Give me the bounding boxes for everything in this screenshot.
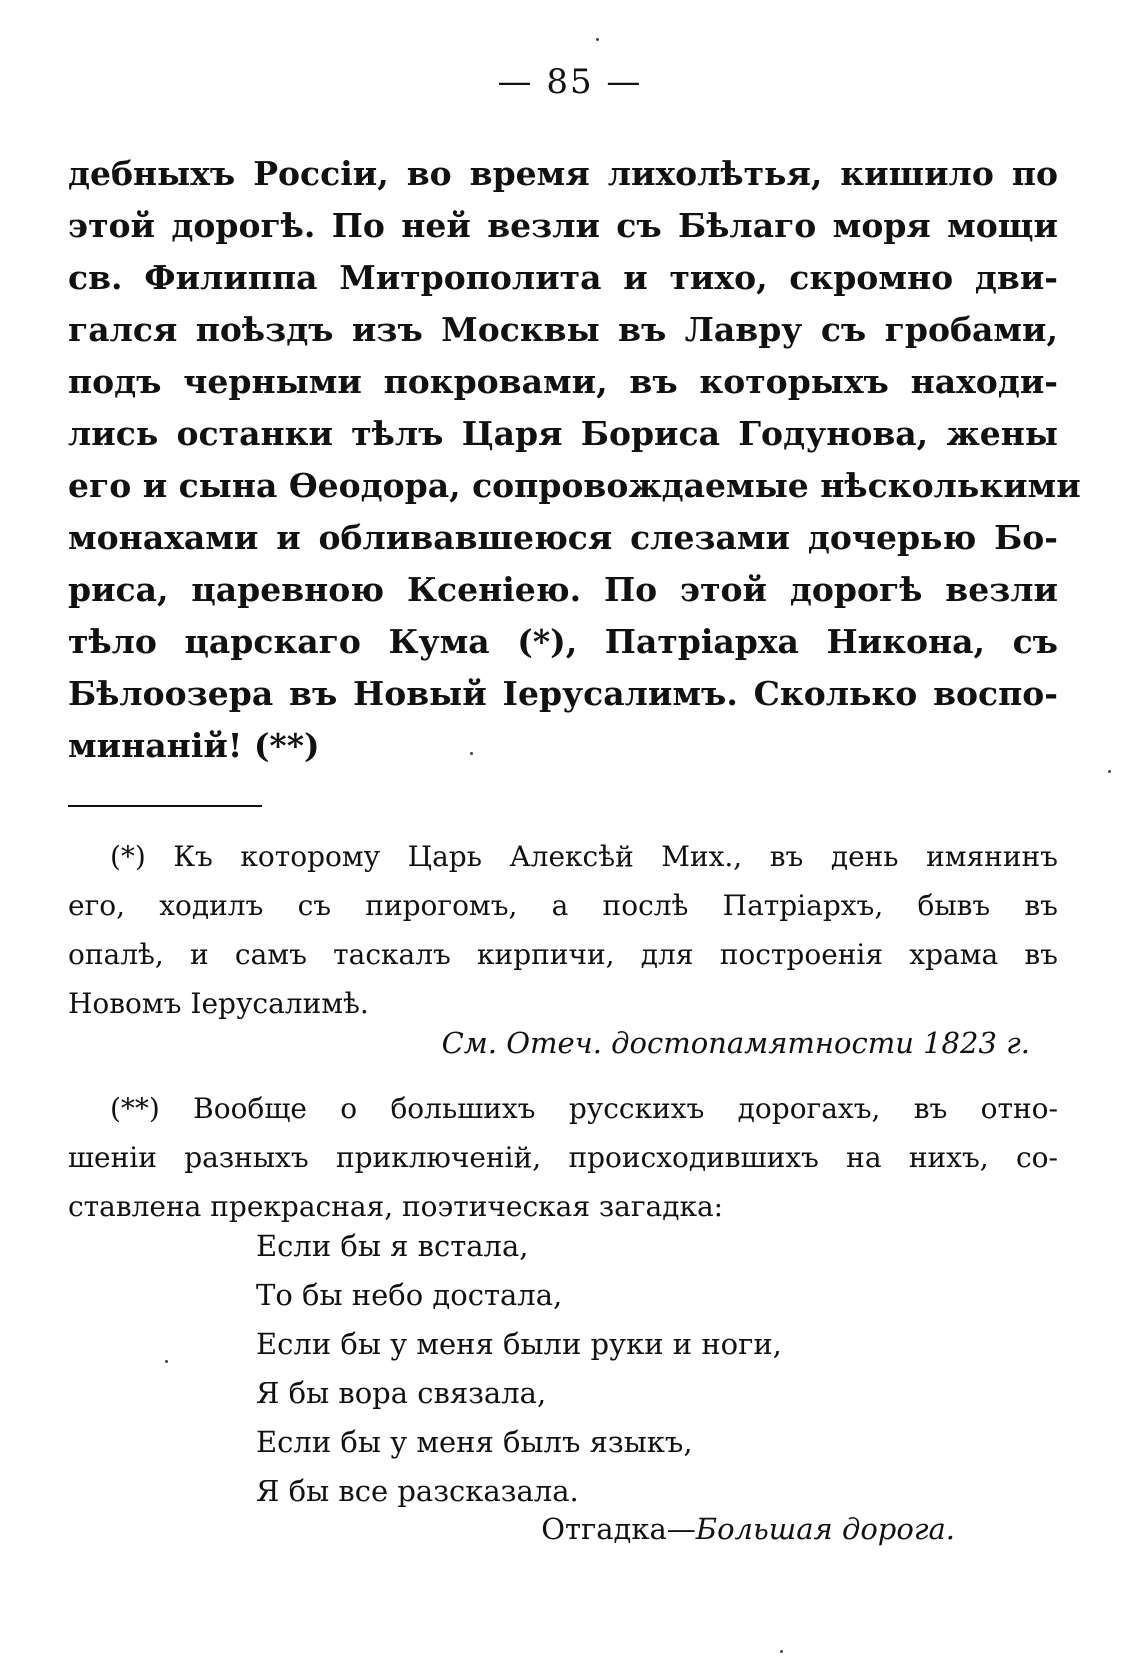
poem-line: Если бы я встала, <box>256 1229 529 1263</box>
riddle-answer <box>541 1512 955 1546</box>
main-line: тѣло царскаго Кума (*), Патріарха Никона, съ <box>68 622 1058 661</box>
footnote-separator <box>68 805 262 807</box>
poem-line: Если бы у меня былъ языкъ, <box>256 1425 693 1459</box>
footnote-line: ставлена прекрасная, поэтическая загадка: <box>68 1190 724 1223</box>
poem-line: Если бы у меня были руки и ноги, <box>256 1327 782 1361</box>
scan-speck <box>780 1650 783 1653</box>
main-line: гался поѣздъ изъ Москвы въ Лавру съ гробами, <box>68 310 1058 349</box>
footnote-line: (**) Вообще о большихъ русскихъ дорогахъ, въ отно- <box>110 1092 1058 1125</box>
main-line-last: минаній! (**) <box>68 726 320 765</box>
main-line: св. Филиппа Митрополита и тихо, скромно дви- <box>68 258 1058 297</box>
main-line: Бѣлоозера въ Новый Іерусалимъ. Сколько воспо- <box>68 674 1058 713</box>
poem-line: Я бы все разсказала. <box>256 1474 579 1508</box>
footnote-2 <box>68 1084 1058 1231</box>
scan-speck <box>470 752 473 755</box>
scan-speck <box>165 1360 168 1363</box>
main-line: его и сына Ѳеодора, сопровождаемые нѣсколькими <box>68 466 1081 505</box>
main-line: дебныхъ Россіи, во время лихолѣтья, кишило по <box>68 154 1058 193</box>
scan-speck <box>596 38 599 41</box>
answer-title: Большая дорога. <box>695 1512 955 1546</box>
answer-label: Отгадка— <box>541 1512 696 1546</box>
footnote-1 <box>68 832 1058 1028</box>
main-line: риса, царевною Ксеніею. По этой дорогѣ везли <box>68 570 1058 609</box>
main-paragraph <box>68 148 1081 772</box>
main-line: лись останки тѣлъ Царя Бориса Годунова, жены <box>68 414 1058 453</box>
footnote-citation: См. Отеч. достопамятности 1823 г. <box>441 1026 1030 1060</box>
poem-line: То бы небо достала, <box>256 1278 563 1312</box>
main-line: подъ черными покровами, въ которыхъ находи- <box>68 362 1058 401</box>
scan-speck <box>1108 770 1111 773</box>
footnote-line: опалѣ, и самъ таскалъ кирпичи, для построенія храма въ <box>68 938 1058 971</box>
main-line: монахами и обливавшеюся слезами дочерью Бо- <box>68 518 1058 557</box>
main-line: этой дорогѣ. По ней везли съ Бѣлаго моря мощи <box>68 206 1058 245</box>
footnote-line: Новомъ Іерусалимѣ. <box>68 987 369 1020</box>
page-number: — 85 — <box>497 62 643 102</box>
poem-line: Я бы вора связала, <box>256 1376 547 1410</box>
riddle-poem <box>256 1222 782 1516</box>
footnote-line: (*) Къ которому Царь Алексѣй Мих., въ день имянинъ <box>110 840 1058 873</box>
footnote-line: его, ходилъ съ пирогомъ, а послѣ Патріархъ, бывъ въ <box>68 889 1058 922</box>
footnote-line: шеніи разныхъ приключеній, происходившихъ на нихъ, со- <box>68 1141 1058 1174</box>
